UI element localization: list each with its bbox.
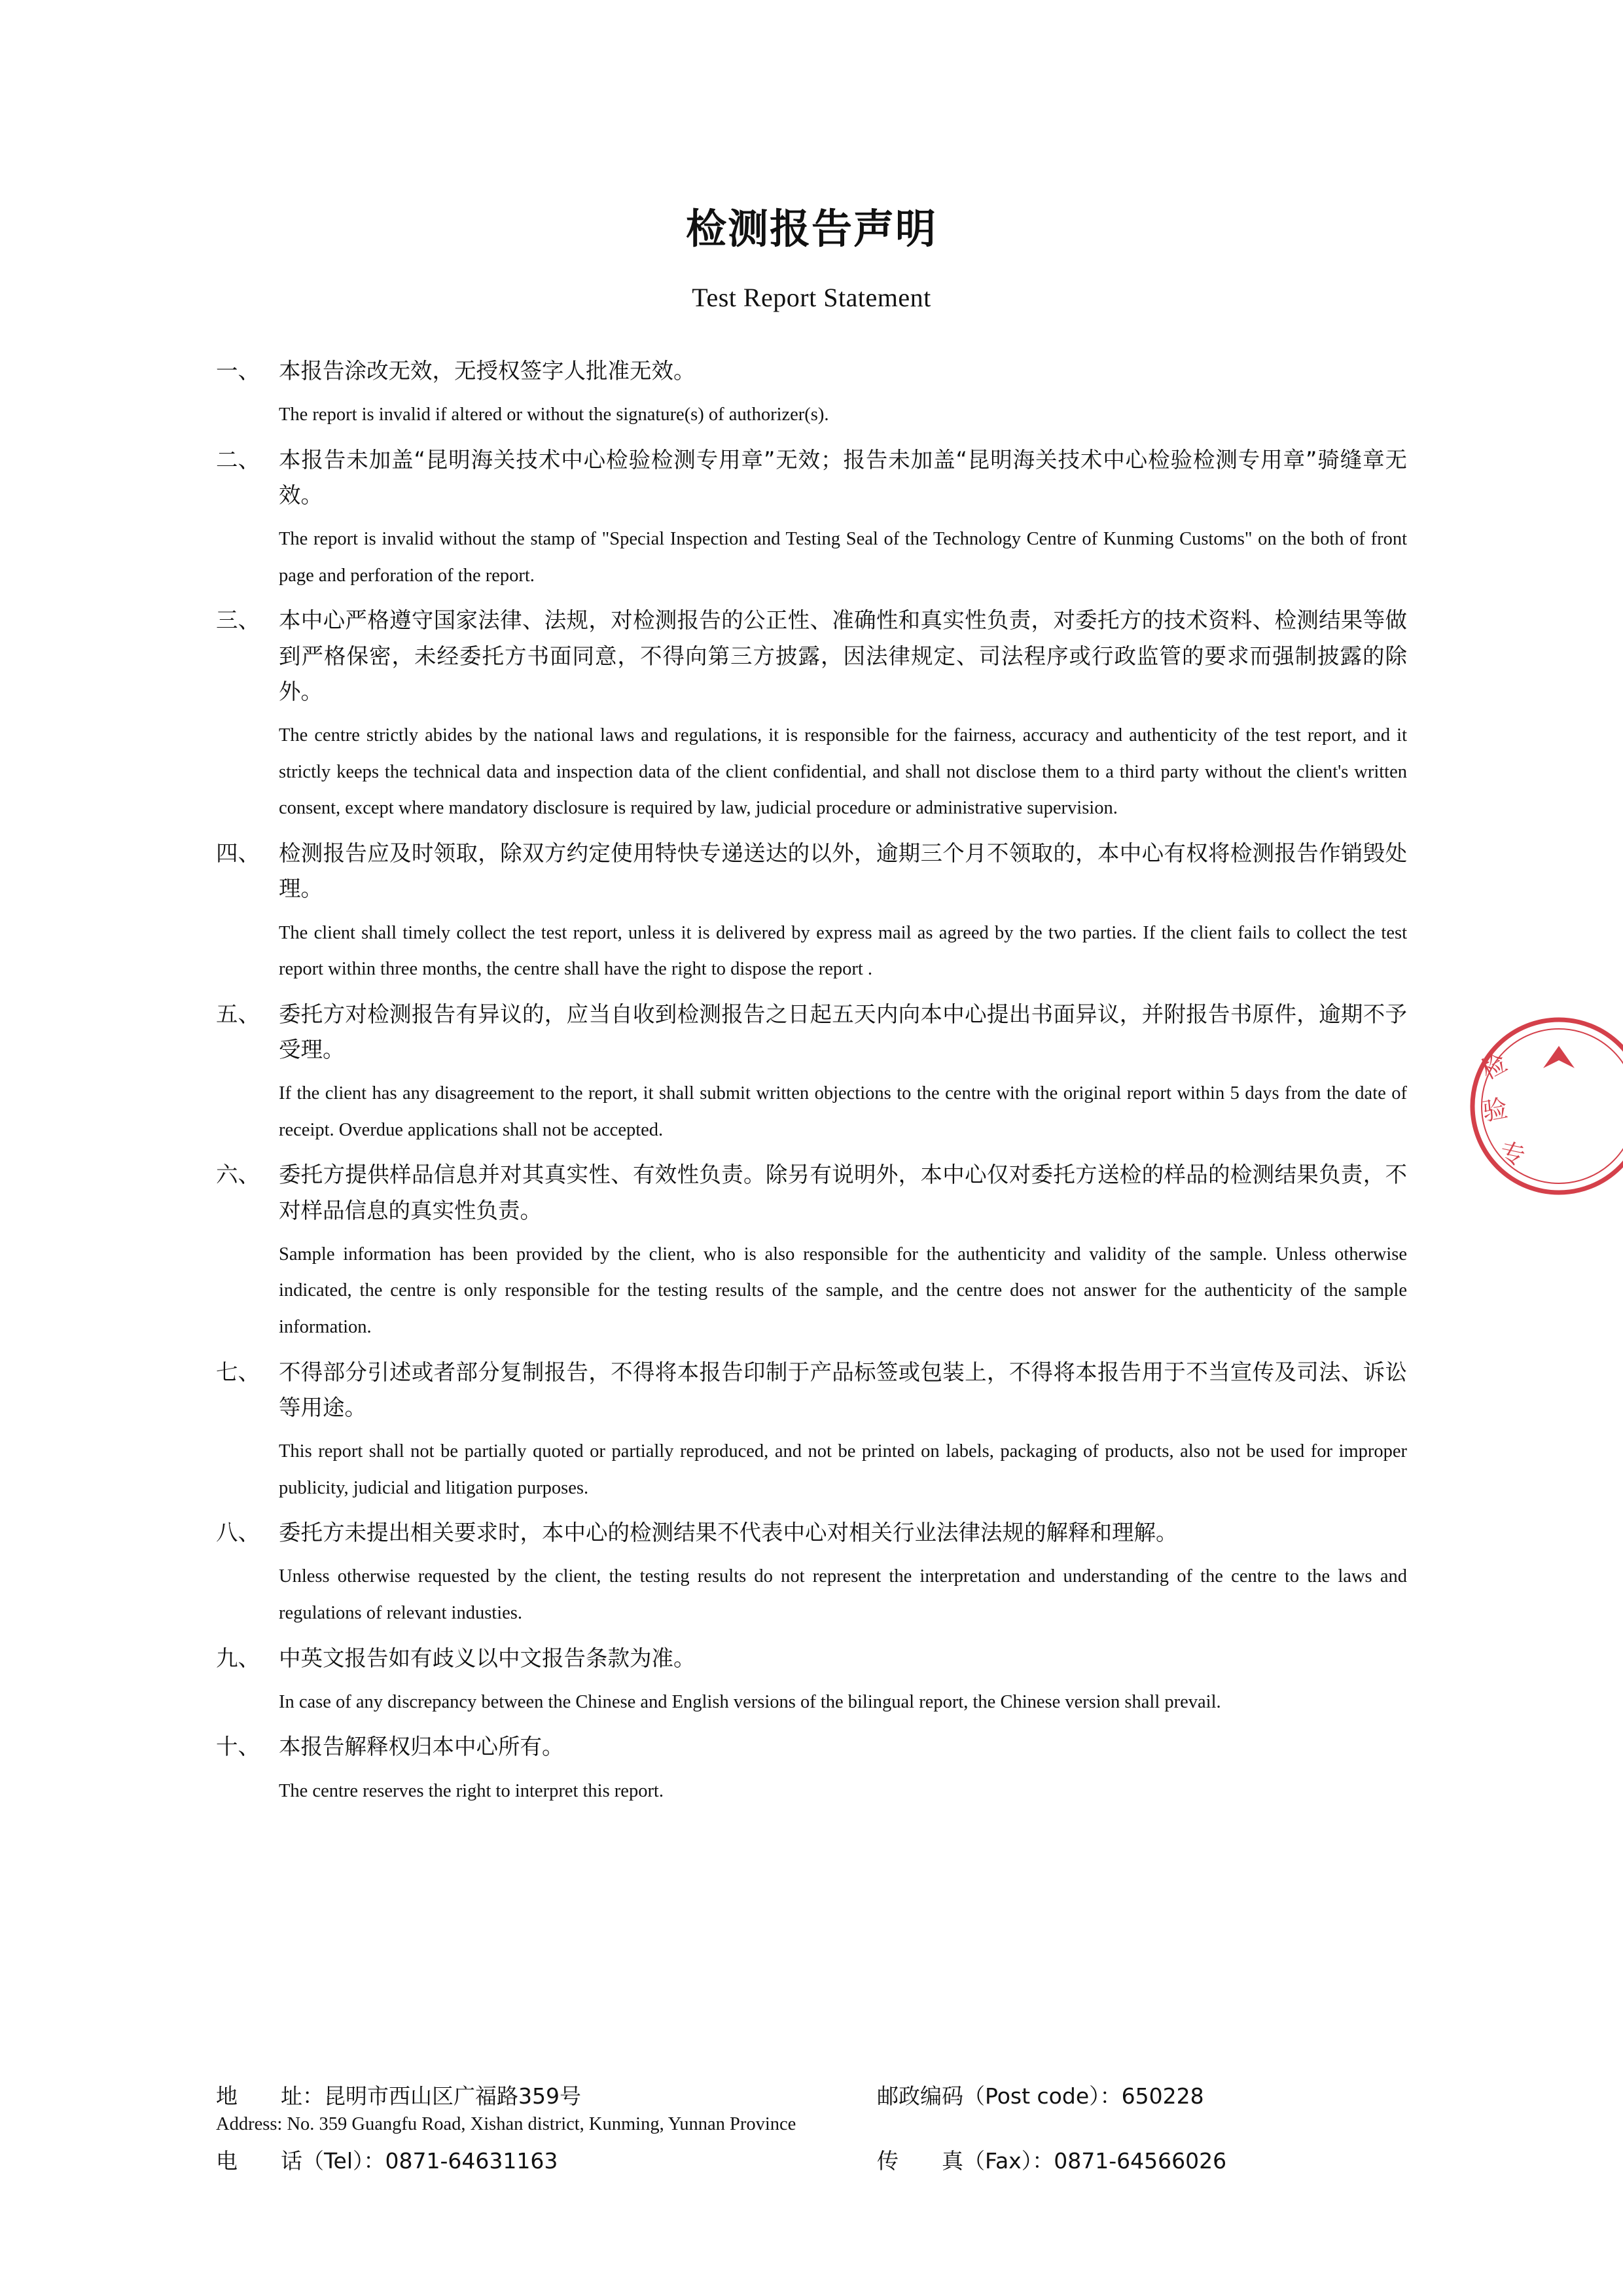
clause-number: 一、 <box>216 358 260 384</box>
clause-en-text: The centre reserves the right to interpret this report. <box>279 1780 664 1801</box>
clause-zh-line <box>216 1641 1407 1676</box>
clause-item <box>216 442 1407 594</box>
clause-item <box>216 603 1407 826</box>
clause-zh-line <box>216 1157 1407 1229</box>
clause-item <box>216 1515 1407 1631</box>
clause-item <box>216 353 1407 433</box>
clause-list <box>216 353 1407 1809</box>
clause-zh-text: 不得部分引述或者部分复制报告，不得将本报告印制于产品标签或包装上，不得将本报告用于不当宣传及司法、诉讼等用途。 <box>279 1359 1407 1420</box>
clause-zh-line <box>216 997 1407 1068</box>
clause-item <box>216 997 1407 1149</box>
postcode-value: 650228 <box>1121 2083 1204 2109</box>
address-value: 昆明市西山区广福路359号 <box>324 2083 581 2109</box>
fax-label: 传 真（Fax）： <box>877 2148 1054 2174</box>
clause-number: 八、 <box>216 1520 260 1546</box>
clause-item <box>216 836 1407 988</box>
clause-number: 十、 <box>216 1734 260 1760</box>
clause-item <box>216 1641 1407 1721</box>
footer-address <box>216 2079 877 2110</box>
clause-zh-text: 委托方对检测报告有异议的，应当自收到检测报告之日起五天内向本中心提出书面异议，并附报告书原件，逾期不予受理。 <box>279 1001 1407 1062</box>
footer-address-row <box>216 2079 1407 2110</box>
svg-text:检: 检 <box>1476 1048 1512 1085</box>
tel-value: 0871-64631163 <box>385 2148 558 2174</box>
svg-text:验: 验 <box>1480 1093 1510 1126</box>
clause-en-text: The centre strictly abides by the national laws and regulations, it is responsible for the fairness, accuracy and authenticity of the test report, and it strictly keeps the technical data and inspection data of the client confidential, and shall not disclose them to a third party without the client's written consent, except where mandatory disclosure is required by law, judicial procedure or administrative supervision. <box>279 725 1407 819</box>
clause-en-text: The report is invalid if altered or without the signature(s) of authorizer(s). <box>279 404 829 425</box>
clause-number: 五、 <box>216 1001 260 1027</box>
clause-zh-line <box>216 442 1407 514</box>
clause-number: 九、 <box>216 1645 260 1671</box>
clause-number: 四、 <box>216 840 260 866</box>
postcode-label: 邮政编码（Post code）： <box>877 2083 1122 2109</box>
clause-zh-line <box>216 353 1407 389</box>
inspection-seal-stamp <box>1461 1008 1623 1204</box>
clause-zh-text: 本报告涂改无效，无授权签字人批准无效。 <box>279 358 696 384</box>
clause-en-text: Sample information has been provided by the client, who is also responsible for the authenticity and validity of the sample. Unless otherwise indicated, the centre is only responsible for the testing results of the sample, and the centre does not answer for the authenticity of the sample information. <box>279 1244 1407 1337</box>
clause-en-text: If the client has any disagreement to the report, it shall submit written objections to the centre with the original report within 5 days from the date of receipt. Overdue applications shall not be accepted. <box>279 1083 1407 1140</box>
clause-item <box>216 1729 1407 1809</box>
clause-number: 六、 <box>216 1162 260 1188</box>
clause-en-text: In case of any discrepancy between the Chinese and English versions of the bilingual report, the Chinese version shall prevail. <box>279 1691 1221 1712</box>
clause-item <box>216 1355 1407 1507</box>
clause-zh-text: 中英文报告如有歧义以中文报告条款为准。 <box>279 1645 696 1671</box>
page-title-zh: 检测报告声明 <box>685 205 937 253</box>
clause-zh-text: 本报告解释权归本中心所有。 <box>279 1734 564 1760</box>
clause-zh-text: 本中心严格遵守国家法律、法规，对检测报告的公正性、准确性和真实性负责，对委托方的技术资料、检测结果等做到严格保密，未经委托方书面同意，不得向第三方披露，因法律规定、司法程序或行政监管的要求而强制披露的除外。 <box>279 607 1407 705</box>
footer-address-en: Address: No. 359 Guangfu Road, Xishan district, Kunming, Yunnan Province <box>216 2114 796 2134</box>
clause-zh-line <box>216 1515 1407 1551</box>
clause-zh-text: 委托方提供样品信息并对其真实性、有效性负责。除另有说明外，本中心仅对委托方送检的样品的检测结果负责，不对样品信息的真实性负责。 <box>279 1162 1407 1223</box>
footer-postcode <box>877 2079 1407 2110</box>
clause-zh-line <box>216 836 1407 907</box>
footer-phone-row <box>216 2144 1407 2175</box>
svg-text:专: 专 <box>1497 1137 1528 1171</box>
clause-zh-line <box>216 1355 1407 1426</box>
fax-value: 0871-64566026 <box>1054 2148 1227 2174</box>
clause-number: 二、 <box>216 446 260 473</box>
clause-item <box>216 1157 1407 1345</box>
clause-zh-line <box>216 1729 1407 1765</box>
clause-zh-text: 本报告未加盖“昆明海关技术中心检验检测专用章”无效；报告未加盖“昆明海关技术中心检验检测专用章”骑缝章无效。 <box>279 446 1407 509</box>
clause-en-text: The report is invalid without the stamp of "Special Inspection and Testing Seal of the Technology Centre of Kunming Customs" on the both of front page and perforation of the report. <box>279 529 1407 586</box>
clause-zh-line <box>216 603 1407 709</box>
clause-zh-text: 委托方未提出相关要求时，本中心的检测结果不代表中心对相关行业法律法规的解释和理解。 <box>279 1520 1178 1546</box>
clause-en-text: This report shall not be partially quoted or partially reproduced, and not be printed on labels, packaging of products, also not be used for improper publicity, judicial and litigation purposes. <box>279 1441 1407 1498</box>
clause-en-text: Unless otherwise requested by the client, the testing results do not represent the interpretation and understanding of the centre to the laws and regulations of relevant industies. <box>279 1566 1407 1623</box>
page-title-en: Test Report Statement <box>692 283 931 312</box>
footer-fax <box>877 2144 1407 2175</box>
footer-contact-block <box>216 2079 1407 2175</box>
clause-number: 三、 <box>216 607 260 634</box>
clause-en-text: The client shall timely collect the test report, unless it is delivered by express mail as agreed by the two parties. If the client fails to collect the test report within three months, the centre shall have the right to dispose the report . <box>279 922 1407 980</box>
clause-number: 七、 <box>216 1359 260 1385</box>
clause-zh-text: 检测报告应及时领取，除双方约定使用特快专递送达的以外，逾期三个月不领取的，本中心有权将检测报告作销毁处理。 <box>279 840 1407 902</box>
tel-label: 电 话（Tel）： <box>216 2148 385 2174</box>
address-label: 地 址： <box>216 2083 324 2109</box>
footer-tel <box>216 2144 877 2175</box>
